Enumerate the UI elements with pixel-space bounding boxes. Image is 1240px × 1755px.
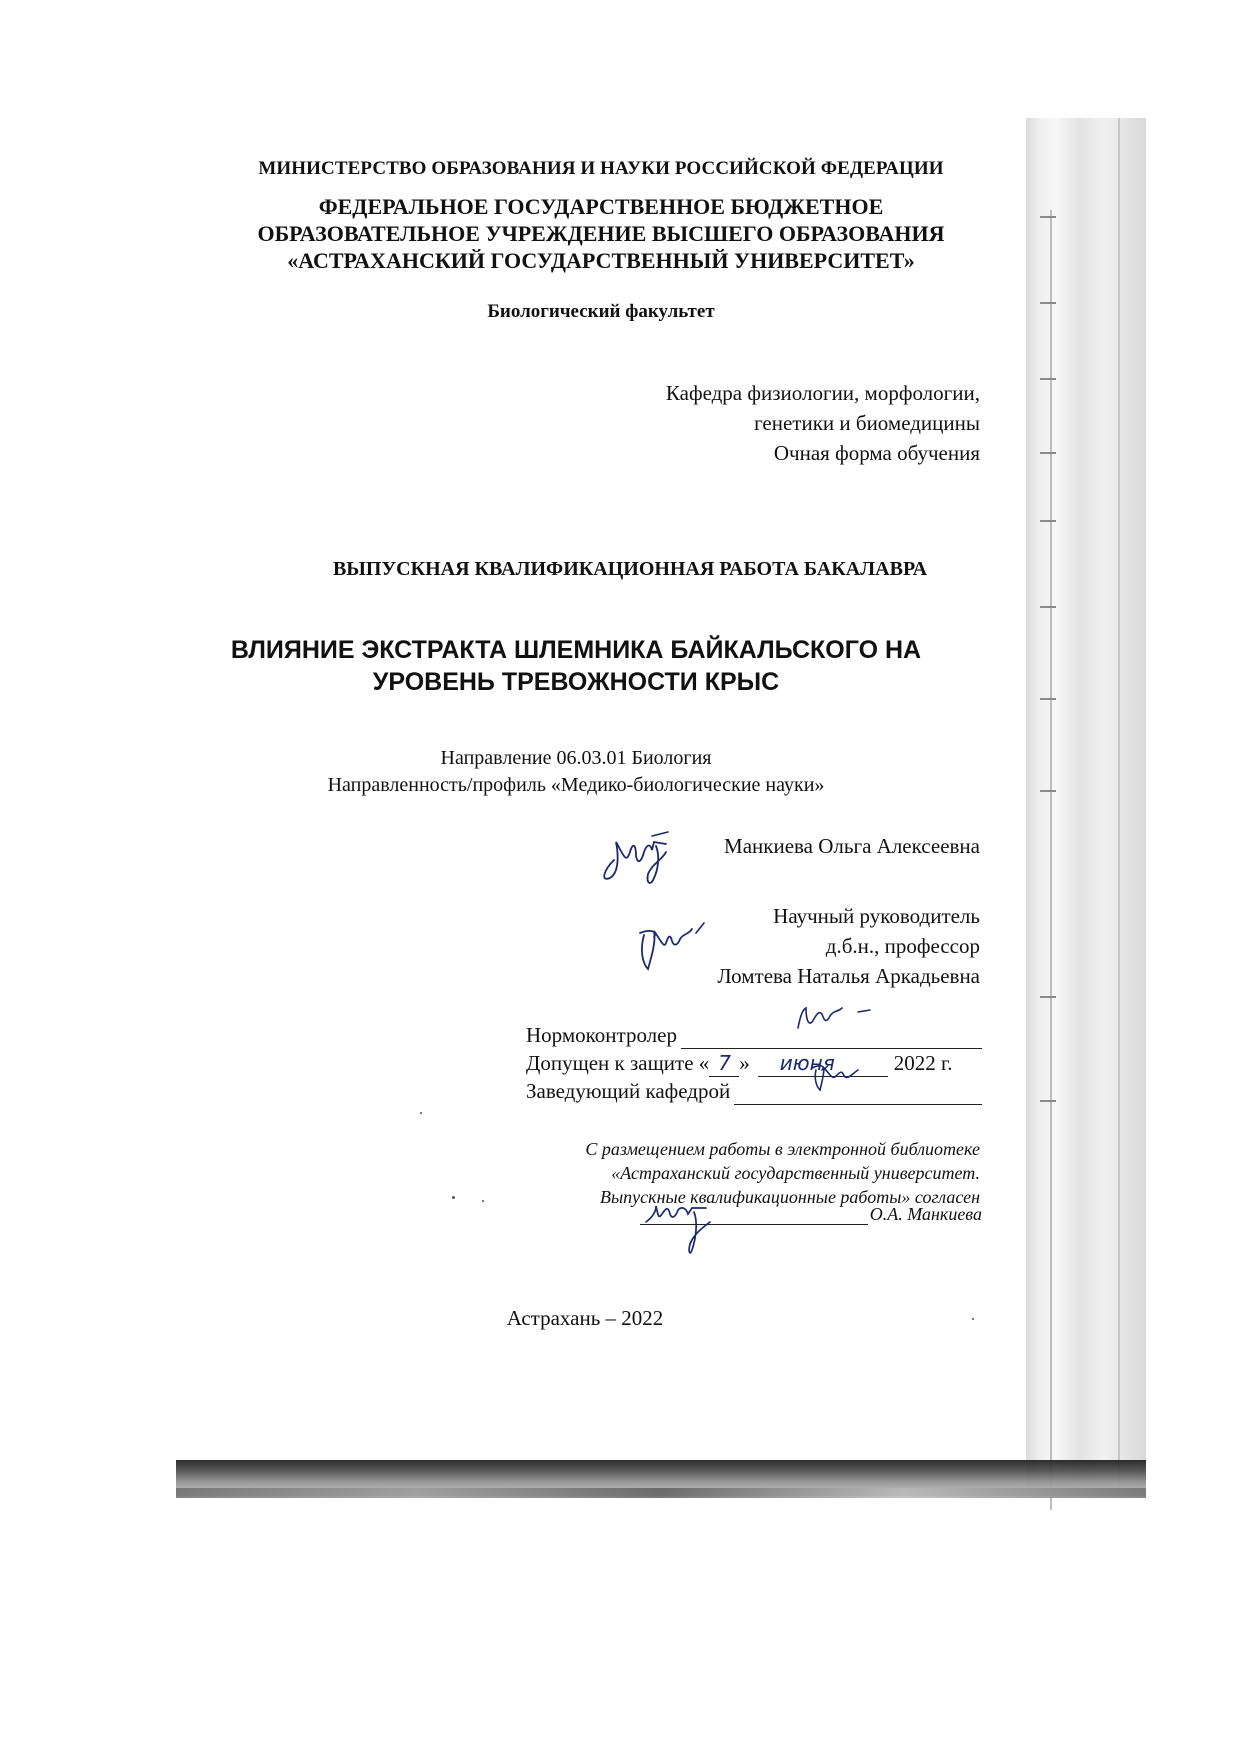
consent-signature-line bbox=[640, 1206, 868, 1225]
defense-day: 7 bbox=[718, 1051, 732, 1075]
scan-binding-tick bbox=[1040, 302, 1056, 304]
university-name-line: ОБРАЗОВАТЕЛЬНОЕ УЧРЕЖДЕНИЕ ВЫСШЕГО ОБРАЗОВАНИЯ bbox=[257, 221, 945, 246]
defense-label: Допущен к защите « bbox=[526, 1051, 710, 1075]
supervisor-signature bbox=[630, 915, 710, 975]
scan-bottom-shadow-edge bbox=[176, 1488, 1146, 1498]
scan-binding-line bbox=[1050, 210, 1052, 1510]
university-name-line: «АСТРАХАНСКИЙ ГОСУДАРСТВЕННЫЙ УНИВЕРСИТЕТ» bbox=[287, 248, 915, 273]
faculty-name: Биологический факультет bbox=[487, 301, 715, 322]
city-year: Астрахань – 2022 bbox=[506, 1306, 664, 1330]
consent-signer: О.А. Манкиева bbox=[869, 1204, 982, 1224]
scan-binding-edge bbox=[1026, 118, 1146, 1496]
head-label: Заведующий кафедрой bbox=[526, 1079, 731, 1103]
university-name bbox=[176, 193, 1026, 274]
university-name-line: ФЕДЕРАЛЬНОЕ ГОСУДАРСТВЕННОЕ БЮДЖЕТНОЕ bbox=[318, 194, 884, 219]
approval-block bbox=[526, 1021, 982, 1105]
normcontrol-row bbox=[526, 1021, 982, 1049]
scan-speck bbox=[452, 1196, 455, 1199]
scan-binding-tick bbox=[1040, 698, 1056, 700]
supervisor-name: Ломтева Наталья Аркадьевна bbox=[717, 964, 980, 988]
consent-line: «Астраханский государственный университет. bbox=[611, 1163, 980, 1183]
consent-text bbox=[585, 1137, 980, 1209]
department-name: Кафедра физиологии, морфологии, bbox=[665, 381, 980, 405]
scan-binding-tick bbox=[1040, 452, 1056, 454]
profile-text: Направленность/профиль «Медико-биологические науки» bbox=[327, 774, 825, 796]
scan-speck bbox=[482, 1200, 484, 1202]
normcontrol-signature-line bbox=[681, 1028, 982, 1049]
student-name: Манкиева Ольга Алексеевна bbox=[724, 834, 980, 858]
defense-month-field bbox=[758, 1051, 888, 1077]
defense-quote-close: » bbox=[739, 1051, 750, 1075]
study-direction bbox=[176, 745, 976, 799]
thesis-title bbox=[176, 634, 976, 698]
thesis-title-line: УРОВЕНЬ ТРЕВОЖНОСТИ КРЫС bbox=[372, 668, 780, 696]
department-info bbox=[666, 378, 980, 468]
defense-month: июня bbox=[779, 1051, 835, 1075]
consent-line: Выпускные квалификационные работы» согласен bbox=[599, 1187, 980, 1207]
normcontrol-label: Нормоконтролер bbox=[526, 1023, 677, 1047]
ministry-name: МИНИСТЕРСТВО ОБРАЗОВАНИЯ И НАУКИ РОССИЙСКОЙ ФЕДЕРАЦИИ bbox=[258, 158, 944, 179]
defense-row bbox=[526, 1049, 982, 1077]
defense-day-field bbox=[709, 1051, 739, 1077]
department-name-cont: генетики и биомедицины bbox=[754, 411, 980, 435]
scan-binding-tick bbox=[1040, 1100, 1056, 1102]
scan-binding-tick bbox=[1040, 996, 1056, 998]
scan-binding-outer-edge bbox=[1118, 118, 1120, 1496]
consent-line: С размещением работы в электронной библиотеке bbox=[585, 1139, 980, 1159]
scan-binding-tick bbox=[1040, 216, 1056, 218]
study-form: Очная форма обучения bbox=[773, 441, 980, 465]
head-row bbox=[526, 1077, 982, 1105]
scan-binding-tick bbox=[1040, 520, 1056, 522]
scan-binding-tick bbox=[1040, 378, 1056, 380]
scan-binding-tick bbox=[1040, 606, 1056, 608]
thesis-title-line: ВЛИЯНИЕ ЭКСТРАКТА ШЛЕМНИКА БАЙКАЛЬСКОГО НА bbox=[230, 636, 922, 664]
consent-signature-row bbox=[640, 1204, 982, 1225]
supervisor-role: Научный руководитель bbox=[773, 904, 980, 928]
student-signature bbox=[596, 812, 676, 892]
work-type: ВЫПУСКНАЯ КВАЛИФИКАЦИОННАЯ РАБОТА БАКАЛАВРА bbox=[332, 558, 928, 580]
head-signature-line bbox=[734, 1084, 982, 1105]
supervisor-info bbox=[717, 901, 980, 991]
scan-binding-tick bbox=[1040, 790, 1056, 792]
supervisor-degree: д.б.н., профессор bbox=[825, 934, 980, 958]
scan-speck bbox=[420, 1112, 422, 1114]
direction-text: Направление 06.03.01 Биология bbox=[440, 747, 712, 769]
defense-year: 2022 г. bbox=[893, 1051, 953, 1075]
